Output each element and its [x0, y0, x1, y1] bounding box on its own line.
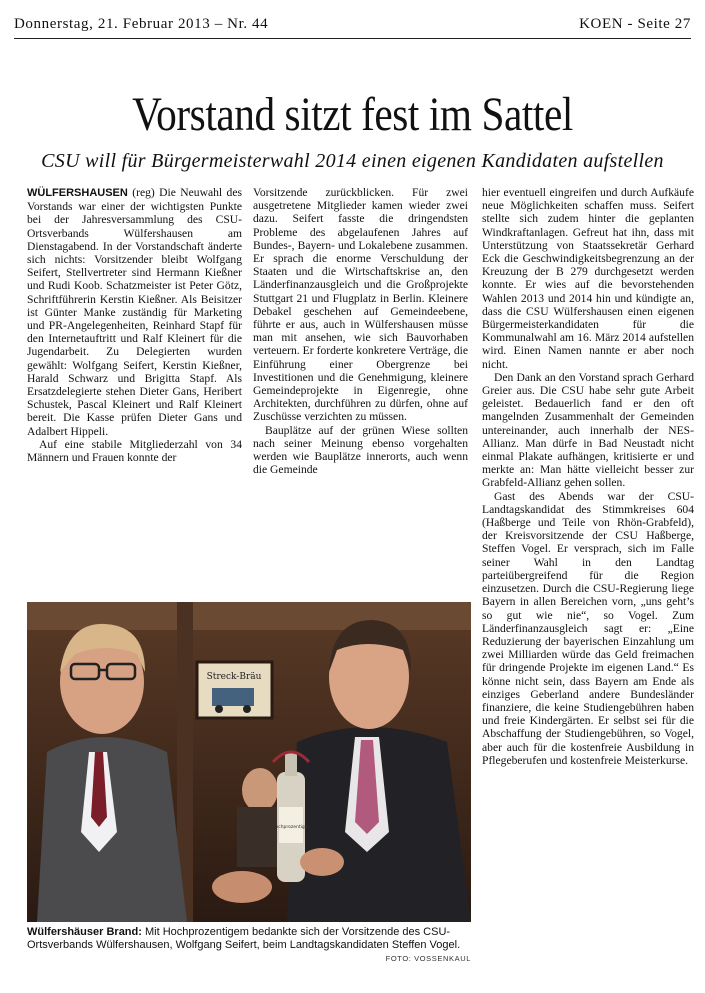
article-paragraph: Auf eine stabile Mitgliederzahl von 34 Männern und Frauen konnte der [27, 437, 242, 465]
photo-credit: FOTO: VOSSENKAUL [385, 954, 471, 963]
article-paragraph: Bauplätze auf der grünen Wiese sollten nach seiner Meinung ebenso vorgehalten werden wie Bauplätze innerorts, auch wenn die Gemeinde [253, 423, 468, 477]
wall-sign [197, 662, 272, 718]
photo-illustration [27, 602, 471, 922]
article-paragraph: hier eventuell eingreifen und durch Aufkäufe neue Möglichkeiten schaffen muss. Seifert stellte sich zudem hinter die geplanten Windkraftanlagen. Gefreut hat ihn, dass mit Unterstützung von Staatssekretär Gerhard Eck die Geschwindigkeitsbegrenzung an der Kreuzung der B 279 durchgesetzt werden konnte. Er wies auf die bevorstehenden Wahlen 2013 und 2014 hin und kündigte an, dass die CSU Wülfershausen einen eigenen Bürgermeisterkandidaten für die Kommunalwahl am 16. März 2014 aufstellen wird. Einen Namen nannte er aber noch nicht. [482, 186, 694, 371]
page-header [14, 16, 691, 34]
caption-text: Mit Hochprozentigem bedankte sich der Vorsitzende des CSU-Ortsverbands Wülfershausen, Wolfgang Seifert, beim Landtagskandidaten Steffen Vogel. [27, 926, 461, 951]
sign-text: Streck-Bräu [206, 672, 262, 682]
article-paragraph: Vorsitzende zurückblicken. Für zwei ausgetretene Mitglieder kamen wieder zwei dazu. Seifert fasste die dringendsten Probleme des abgelaufenen Jahres auf Bundes-, Bayern- und Lokalebene zusammen. Er sprach die enorme Verschuldung der Staaten und die Wirtschaftskrise an, den Länderfinanzausgleich und die Großprojekte Stuttgart 21 und Flugplatz in Berlin. Kleinere Debakel geschehen auf Gemeindeebene, führte er aus, auch in Wülfershausen müsse man mit ansehen, wie sich Bauvorhaben verteuern. Er forderte konkretere Verträge, die Einführung einer Obergrenze bei Investitionen und die Genehmigung, kleinere Gemeindeprojekte in Eigenregie, ohne Architekten, durchführen zu dürfen, ohne auf Zuschüsse verzichten zu müssen. [253, 186, 468, 424]
article-column-1 [27, 186, 242, 570]
article-paragraph [27, 186, 242, 438]
headline: Vorstand sitzt fest im Sattel [132, 88, 573, 141]
issue-date: Donnerstag, 21. Februar 2013 – Nr. 44 [14, 16, 269, 32]
photo-caption [27, 926, 471, 952]
bottle-label: Hochprozentiges [272, 825, 310, 830]
dateline: WÜLFERSHAUSEN [27, 187, 128, 199]
article-paragraph: Den Dank an den Vorstand sprach Gerhard Greier aus. Die CSU habe sehr gute Arbeit geleistet. Bedauerlich fand er den oft mangelnden Zusammenhalt der Gemeinden untereinander, auch innerhalb der NES-Allianz. Man dürfe in Bad Neustadt nicht einmal Plakate aufhängen, kritisierte er und merkte an: Man hätte vielleicht besser zur Grabfeld-Allianz gehen sollen. [482, 370, 694, 490]
header-rule [14, 38, 691, 39]
article-column-3 [482, 186, 694, 981]
article-photo [27, 602, 471, 922]
subheadline: CSU will für Bürgermeisterwahl 2014 einen eigenen Kandidaten aufstellen [41, 150, 664, 172]
article-paragraph: Gast des Abends war der CSU-Landtagskandidat des Stimmkreises 604 (Haßberge und Teile von Rhön-Grabfeld), der Kreisvorsitzende der CSU Haßberge, Steffen Vogel. Er versprach, sich im Falle seiner Wahl in den Landtag parteiübergreifend für die Region einzusetzen. Durch die CSU-Regierung liege Bayern in allen Bereichen vorn, „uns geht’s so gut wie nie“, so Vogel. Zum Länderfinanzausgleich sagt er: „Eine Reduzierung der bayerischen Einzahlung um zwei Milliarden würde das Geld freimachen für dringende Projekte im eigenen Land.“ Es könne nicht sein, dass Bayern am Ende als einziges Geberland andere Bundesländer finanziere, die keine Studiengebühren haben und freie Kindergärten. Er selbst sei für die Abschaffung der Studiengebühren, so Vogel, aber auch für die kostenfreie Ausbildung in Pflegeberufen und kostenfreie Meisterkurse. [482, 489, 694, 767]
paragraph-text: (reg) Die Neuwahl des Vorstands war einer der wichtigsten Punkte bei der Jahresversammlung des CSU-Ortsverbands Wülfershausen am Dienstagabend. In der Vorstandschaft änderte sich nichts: Vorsitzender bleibt Wolfgang Seifert, Stellvertreter sind Hermann Kießner und Rudi Koob. Schatzmeister ist Peter Götz, Schriftführerin Kerstin Kießner. Als Beisitzer ist Günter Manke zuständig für Marketing und PR-Angelegenheiten, Reinhard Stapf für den Internetauftritt und Ralf Kleinert für die Jugendarbeit. Zu Delegierten wurden gewählt: Wolfgang Seifert, Kerstin Kießner, Harald Schwarz und Brigitta Stapf. Als Ersatzdelegierte stehen Dieter Gans, Heribert Schustek, Pascal Kleinert und Ralf Kleinert bereit. Die Kasse prüfen Dieter Gans und Adalbert Hippeli. [27, 186, 242, 438]
caption-lead: Wülfershäuser Brand: [27, 926, 142, 938]
page-number: KOEN - Seite 27 [579, 16, 691, 32]
article-column-2 [253, 186, 468, 570]
